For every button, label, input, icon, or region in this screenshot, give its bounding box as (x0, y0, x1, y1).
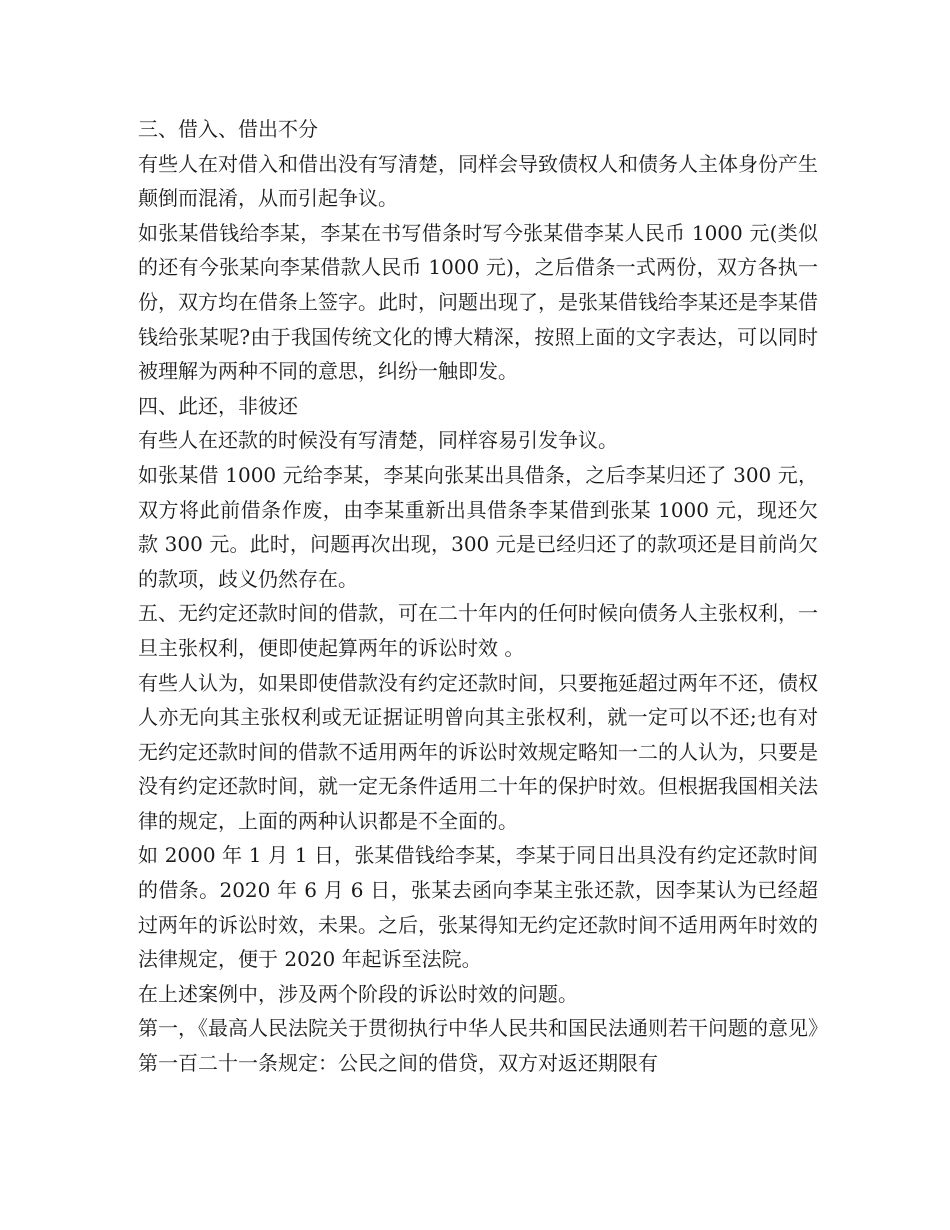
paragraph: 如张某借 1000 元给李某，李某向张某出具借条，之后李某归还了 300 元，双方将此前借条作废，由李某重新出具借条李某借到张某 1000 元，现还欠款 300 元。此时，问题再次出现，300 元是已经归还了的款项还是目前尚欠的款项，歧义仍然存在。 (138, 462, 818, 591)
paragraph: 有些人认为，如果即使借款没有约定还款时间，只要拖延超过两年不还，债权人亦无向其主张权利或无证据证明曾向其主张权利，就一定可以不还;也有对无约定还款时间的借款不适用两年的诉讼时效规定略知一二的人认为，只要是没有约定还款时间，就一定无条件适用二十年的保护时效。但根据我国相关法律的规定，上面的两种认识都是不全面的。 (138, 670, 818, 833)
paragraph: 有些人在还款的时候没有写清楚，同样容易引发争议。 (138, 428, 618, 453)
section-heading: 四、此还，非彼还 (138, 393, 298, 418)
paragraph: 在上述案例中，涉及两个阶段的诉讼时效的问题。 (138, 981, 578, 1006)
paragraph: 如 2000 年 1 月 1 日，张某借钱给李某，李某于同日出具没有约定还款时间的借条。2020 年 6 月 6 日，张某去函向李某主张还款，因李某认为已经超过两年的诉讼时效，未果。之后，张某得知无约定还款时间不适用两年时效的法律规定，便于 2020 年起诉至法院。 (138, 843, 818, 972)
document-body (138, 112, 818, 1081)
section-heading: 三、借入、借出不分 (138, 117, 318, 141)
section-heading: 五、无约定还款时间的借款，可在二十年内的任何时候向债务人主张权利，一旦主张权利，便即使起算两年的诉讼时效 。 (138, 601, 818, 660)
paragraph: 如张某借钱给李某，李某在书写借条时写今张某借李某人民币 1000 元(类似的还有今张某向李某借款人民币 1000 元)，之后借条一式两份，双方各执一份，双方均在借条上签字。此时，问题出现了，是张某借钱给李某还是李某借钱给张某呢?由于我国传统文化的博大精深，按照上面的文字表达，可以同时被理解为两种不同的意思，纠纷一触即发。 (138, 220, 818, 384)
paragraph: 有些人在对借入和借出没有写清楚，同样会导致债权人和债务人主体身份产生颠倒而混淆，从而引起争议。 (138, 151, 818, 211)
paragraph: 第一，《最高人民法院关于贯彻执行中华人民共和国民法通则若干问题的意见》第一百二十一条规定：公民之间的借贷，双方对返还期限有 (138, 1016, 818, 1076)
